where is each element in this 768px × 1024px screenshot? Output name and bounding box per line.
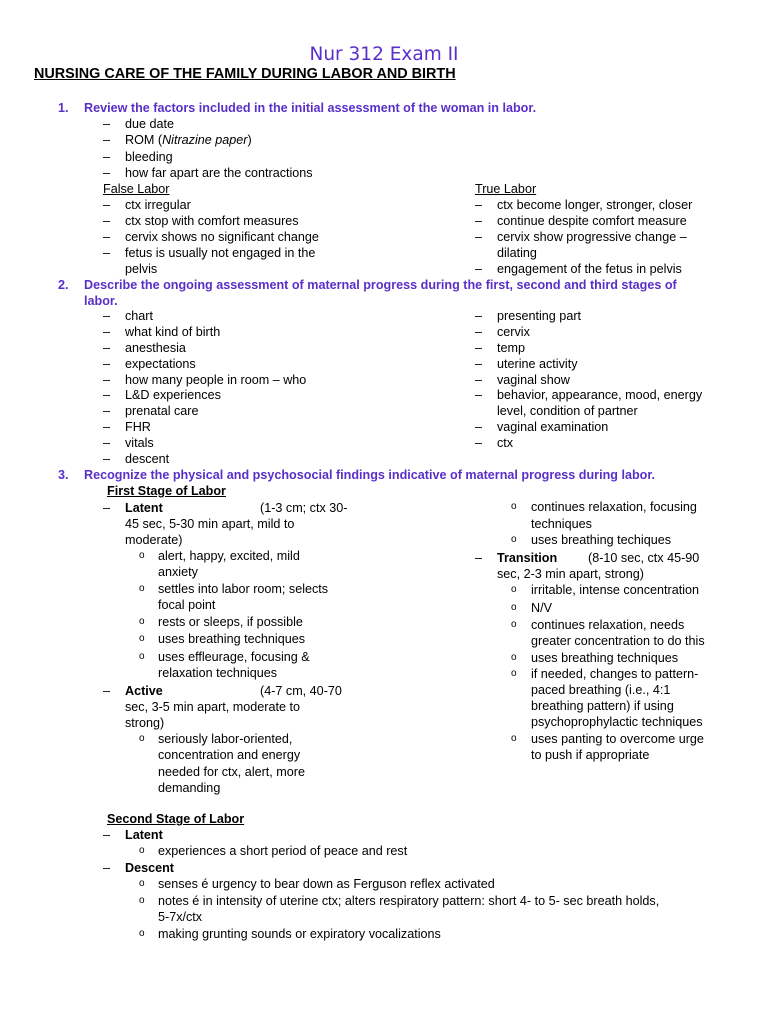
transition-phase: – Transition (8-10 sec, ctx 45-90 xyxy=(475,551,700,565)
question-text: Recognize the physical and psychosocial findings indicative of maternal progress during labor. xyxy=(84,468,656,482)
list-item: – due date xyxy=(103,117,175,131)
list-item-continued: dilating xyxy=(497,246,537,260)
list-item: – cervix show progressive change – xyxy=(475,230,687,244)
list-item: – vitals xyxy=(103,436,154,450)
list-item: – ctx xyxy=(475,436,514,450)
document-title: Nur 312 Exam II xyxy=(309,44,459,65)
list-item: – vaginal examination xyxy=(475,420,609,434)
true-labor-heading: True Labor xyxy=(475,182,537,196)
list-item: – behavior, appearance, mood, energy xyxy=(475,388,703,402)
list-item: – ROM (Nitrazine paper) xyxy=(103,133,252,147)
active-phase: – Active (4-7 cm, 40-70 xyxy=(103,684,342,698)
latent-desc: 45 sec, 5-30 min apart, mild to xyxy=(125,517,295,531)
list-item: – presenting part xyxy=(475,309,582,323)
list-item-continued: psychoprophylactic techniques xyxy=(531,715,703,729)
list-item: – bleeding xyxy=(103,150,173,164)
question-number: 3. xyxy=(58,468,69,482)
list-item: – how many people in room – who xyxy=(103,373,307,387)
false-labor-heading: False Labor xyxy=(103,182,170,196)
second-stage-heading: Second Stage of Labor xyxy=(107,812,245,826)
list-item-continued: techniques xyxy=(531,517,592,531)
list-item: – expectations xyxy=(103,357,196,371)
list-item-continued: level, condition of partner xyxy=(497,404,638,418)
active-desc: sec, 3-5 min apart, moderate to xyxy=(125,700,300,714)
list-item: – FHR xyxy=(103,420,151,434)
list-item: – anesthesia xyxy=(103,341,186,355)
list-item-continued: anxiety xyxy=(158,565,198,579)
document-page: Nur 312 Exam II NURSING CARE OF THE FAMILY DURING LABOR AND BIRTH 1. Review the factors included in the initial assessment of the woman in labor. – due date – ROM (Nitrazine paper) – bleeding – how far apart are the contractions False Labor True Labor – ctx irregular – ctx stop with comfort measures – cervix shows no significant change – fetus is usually not engaged in the pelvis – ctx become longer, stronger, closer – continue despite comfort measure – cervix show progressive change – dilating – engagement of the fetus in pelvis 2. Describe the ongoing assessment of maternal progress during the first, second and third stages of labor. – chart – what kind of birth – anesthesia – expectations – how many people in room – who – L&D experiences – prenatal care – FHR – vitals – descent – presenting part – cervix – temp – uterine activity – vaginal show – behavior, appearance, mood, energy level, condition of partner – vaginal examination – ctx 3. Recognize the physical and psychosocial findings indicative of maternal progress during labor. First Stage of Labor – Latent (1-3 cm; ctx 30- 45 sec, 5-30 min apart, mild to moderate) o alert, happy, excited, mild anxiety o settles into labor room; selects focal point o rests or sleeps, if possible o uses breathing techniques o uses effleurage, focusing & relaxation techniques – Active (4-7 cm, 40-70 sec, 3-5 min apart, moderate to strong) o seriously labor-oriented, concentration and energy needed for ctx, alert, more demanding o continues relaxation, focusing techniques o uses breathing techiques – Transition (8-10 sec, ctx 45-90 sec, 2-3 min apart, strong) o irritable, intense concentration o N/V o continues relaxation, needs greater concentration to do this o uses breathing techniques o if needed, changes to pattern- paced breathing (i.e., 4:1 breathing pattern) if using psychoprophylactic techniques o uses panting to overcome urge to push if appropriate Second Stage of Labor – Latent o experiences a short period of peace and rest – Descent o senses é urgency to bear down as Ferguson reflex activated o notes é in intensity of uterine ctx; alters respiratory pattern: short 4- to 5- sec breath holds, 5-7x/ctx o making grunting sounds or expiratory vocalizations xyxy=(0,0,768,1024)
list-item-continued: 5-7x/ctx xyxy=(158,910,203,924)
list-item-continued: to push if appropriate xyxy=(531,748,650,762)
list-item: – what kind of birth xyxy=(103,325,221,339)
list-item: – temp xyxy=(475,341,525,355)
list-item-continued: relaxation techniques xyxy=(158,666,278,680)
list-item: – uterine activity xyxy=(475,357,578,371)
latent-phase: – Latent (1-3 cm; ctx 30- xyxy=(103,501,348,515)
first-stage-heading: First Stage of Labor xyxy=(107,484,226,498)
list-item: – L&D experiences xyxy=(103,388,221,402)
transition-desc: sec, 2-3 min apart, strong) xyxy=(497,567,644,581)
list-item-continued: greater concentration to do this xyxy=(531,634,705,648)
list-item: – continue despite comfort measure xyxy=(475,214,687,228)
list-item: – ctx irregular xyxy=(103,198,191,212)
list-item-continued: concentration and energy xyxy=(158,748,301,762)
list-item-continued: focal point xyxy=(158,598,216,612)
question-text: Review the factors included in the initial assessment of the woman in labor. xyxy=(84,101,537,115)
question-number: 1. xyxy=(58,101,69,115)
second-stage-descent: – Descent xyxy=(103,861,174,875)
second-stage-latent: – Latent xyxy=(103,828,163,842)
list-item: – cervix shows no significant change xyxy=(103,230,319,244)
question-number: 2. xyxy=(58,278,69,292)
question-text: Describe the ongoing assessment of maternal progress during the first, second and third stages of xyxy=(84,278,677,292)
list-item: – chart xyxy=(103,309,153,323)
active-desc: strong) xyxy=(125,716,165,730)
list-item-continued: needed for ctx, alert, more xyxy=(158,765,305,779)
list-item-continued: paced breathing (i.e., 4:1 xyxy=(531,683,671,697)
document-subtitle: NURSING CARE OF THE FAMILY DURING LABOR AND BIRTH xyxy=(34,66,456,82)
list-item: – engagement of the fetus in pelvis xyxy=(475,262,682,276)
list-item: – vaginal show xyxy=(475,373,570,387)
list-item-continued: demanding xyxy=(158,781,221,795)
list-item: – prenatal care xyxy=(103,404,199,418)
list-item: – cervix xyxy=(475,325,530,339)
list-item-continued: pelvis xyxy=(125,262,158,276)
list-item: – ctx become longer, stronger, closer xyxy=(475,198,693,212)
list-item: – fetus is usually not engaged in the xyxy=(103,246,316,260)
question-text: labor. xyxy=(84,294,118,308)
latent-desc: moderate) xyxy=(125,533,183,547)
list-item-continued: breathing pattern) if using xyxy=(531,699,674,713)
list-item: – descent xyxy=(103,452,170,466)
list-item: – ctx stop with comfort measures xyxy=(103,214,299,228)
list-item: – how far apart are the contractions xyxy=(103,166,313,180)
